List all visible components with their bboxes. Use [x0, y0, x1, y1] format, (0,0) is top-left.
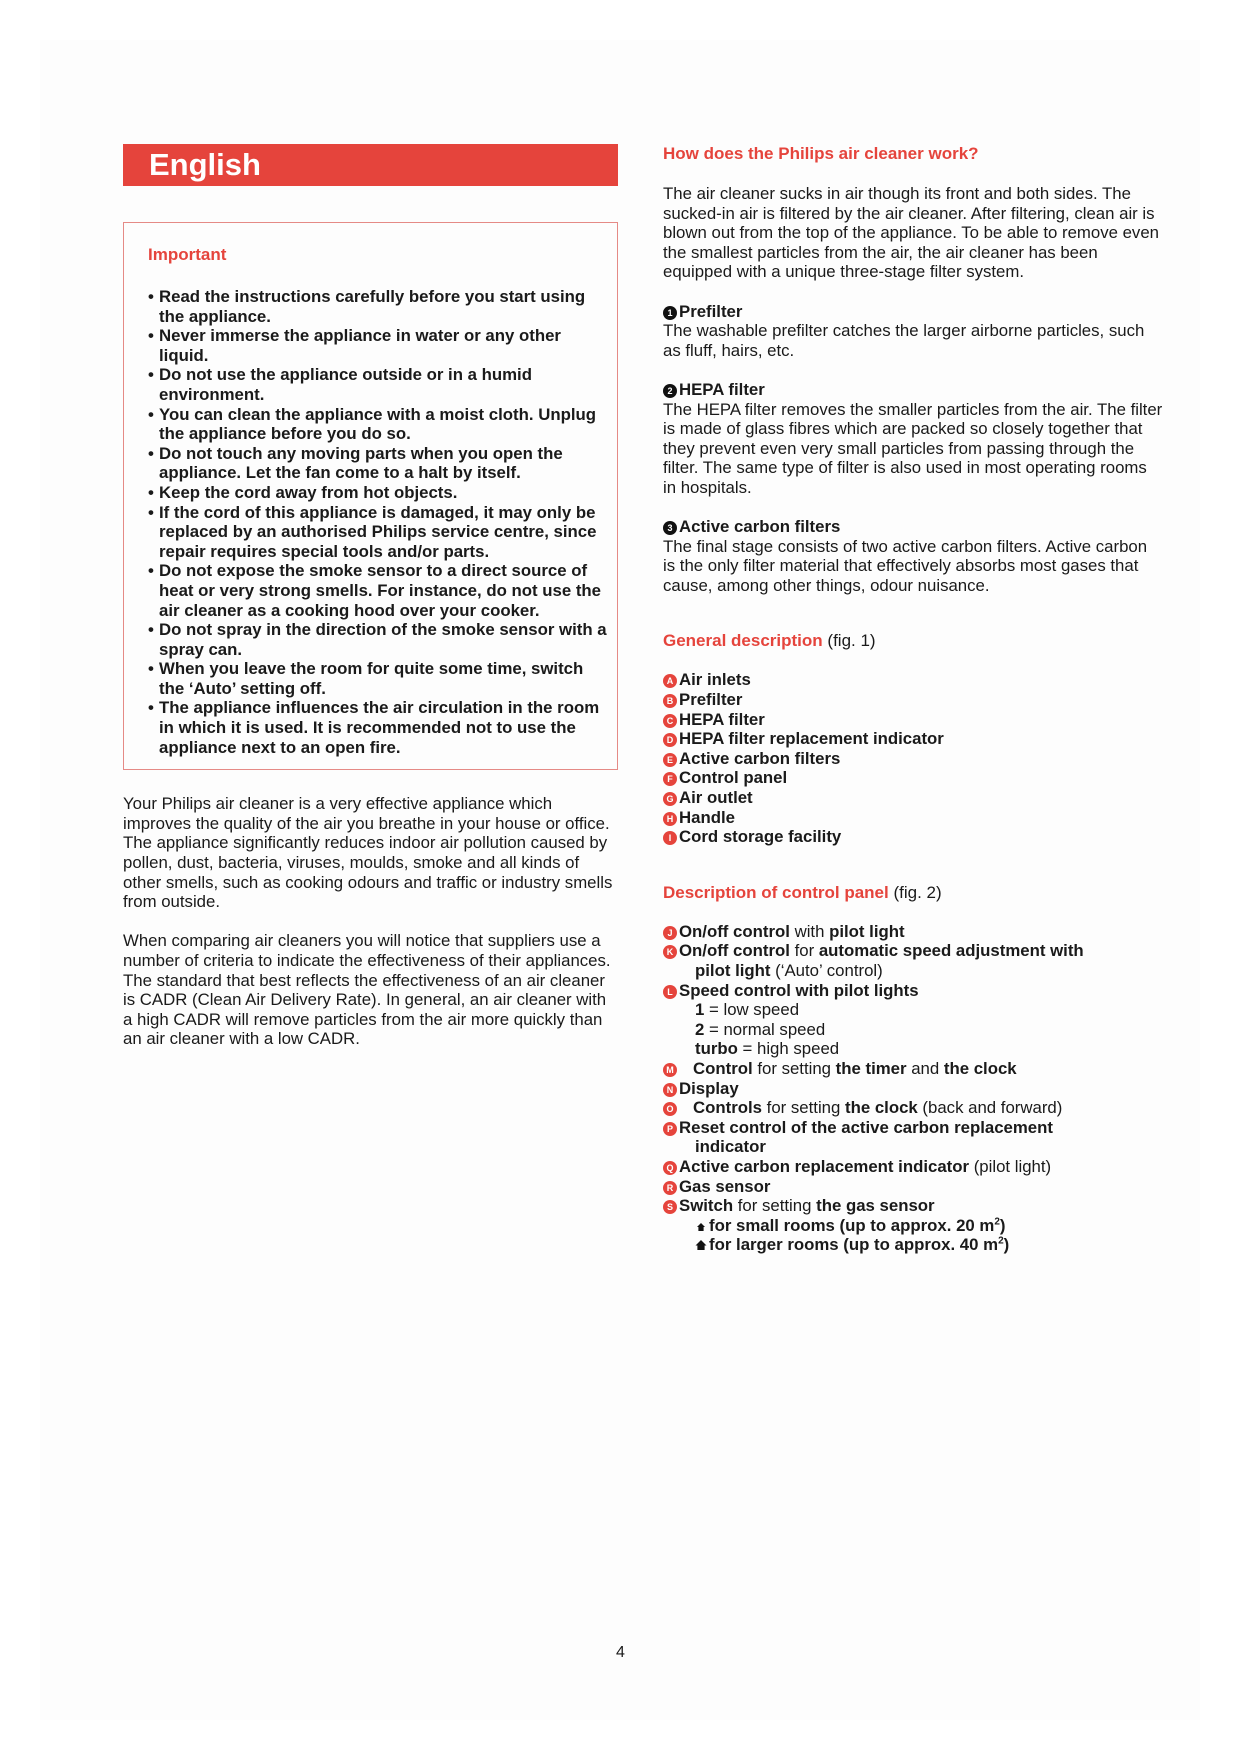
list-item-continued: pilot light (‘Auto’ control) — [695, 961, 883, 980]
speed-option: 1 = low speed — [695, 1000, 800, 1020]
letter-i-icon: I — [663, 831, 677, 845]
list-item: A Air inlets — [663, 670, 1163, 690]
list-item-continued: indicator — [695, 1137, 766, 1157]
number-1-icon: 1 — [663, 306, 677, 320]
letter-n-icon: N — [663, 1083, 677, 1097]
important-list — [148, 287, 607, 757]
number-3-icon: 3 — [663, 521, 677, 535]
list-item: I Cord storage facility — [663, 827, 1163, 847]
control-panel-list — [663, 922, 1163, 1255]
letter-j-icon: J — [663, 926, 677, 940]
important-item: • The appliance influences the air circulation in the room in which it is used. It is recommended not to use the appliance next to an open fire. — [148, 698, 607, 757]
number-2-icon: 2 — [663, 384, 677, 398]
intro-paragraph: When comparing air cleaners you will notice that suppliers use a number of criteria to indicate the effectiveness of their appliances. The standard that best reflects the effectiveness of an air cleaner is CADR (Clean Air Delivery Rate). In general, an air cleaner with a high CADR will remove particles from the air more quickly than an air cleaner with a low CADR. — [123, 931, 611, 1049]
important-item: • Do not spray in the direction of the smoke sensor with a spray can. — [148, 620, 607, 659]
list-item: M Control for setting the timer and the clock — [663, 1059, 1163, 1079]
important-item: • Do not touch any moving parts when you open the appliance. Let the fan come to a halt by itself. — [148, 444, 607, 483]
list-item: C HEPA filter — [663, 710, 1163, 730]
list-item: Q Active carbon replacement indicator (pilot light) — [663, 1157, 1163, 1177]
speed-option: turbo = high speed — [695, 1039, 840, 1059]
small-house-icon — [695, 1220, 707, 1232]
how-it-works-title: How does the Philips air cleaner work? — [663, 144, 979, 163]
filter-block — [663, 517, 1163, 595]
left-column — [123, 144, 618, 1049]
language-header: English — [123, 144, 618, 186]
how-it-works-intro: The air cleaner sucks in air though its front and both sides. The sucked-in air is filtered by the air cleaner. After filtering, clean air is blown out from the top of the appliance. To be able to remove even the smallest particles from the air, the air cleaner has been equipped with a unique three-stage filter system. — [663, 184, 1159, 282]
letter-o-icon: O — [663, 1102, 677, 1116]
figure-reference: (fig. 1) — [827, 631, 876, 651]
list-item: H Handle — [663, 808, 1163, 828]
letter-f-icon: F — [663, 772, 677, 786]
figure-reference: (fig. 2) — [893, 882, 942, 902]
letter-a-icon: A — [663, 674, 677, 688]
important-title: Important — [148, 245, 227, 264]
control-panel-title: Description of control panel (fig. 2) — [663, 882, 942, 902]
list-item: E Active carbon filters — [663, 749, 1163, 769]
speed-option: 2 = normal speed — [695, 1019, 826, 1039]
letter-l-icon: L — [663, 985, 677, 999]
large-house-icon — [695, 1239, 707, 1251]
gas-sensor-small-option: for small rooms (up to approx. 20 $m^2$) — [663, 1216, 1163, 1236]
list-item: L Speed control with pilot lights — [663, 981, 1163, 1001]
intro-text — [123, 794, 618, 1049]
page-number: 4 — [616, 1644, 625, 1661]
filter-text: The washable prefilter catches the larger airborne particles, such as fluff, hairs, etc. — [663, 321, 1145, 360]
filter-title: Active carbon filters — [679, 517, 841, 537]
important-item: • Never immerse the appliance in water or any other liquid. — [148, 326, 607, 365]
list-item: B Prefilter — [663, 690, 1163, 710]
list-item: G Air outlet — [663, 788, 1163, 808]
gas-sensor-large-option: for larger rooms (up to approx. 40 $m^2$) — [663, 1235, 1163, 1255]
important-item: • When you leave the room for quite some time, switch the ‘Auto’ setting off. — [148, 659, 607, 698]
important-item: • Do not expose the smoke sensor to a direct source of heat or very strong smells. For instance, do not use the air cleaner as a cooking hood over your cooker. — [148, 561, 607, 620]
list-item: D HEPA filter replacement indicator — [663, 729, 1163, 749]
filter-text: The final stage consists of two active carbon filters. Active carbon is the only filter material that effectively absorbs most gases that cause, among other things, odour nuisance. — [663, 536, 1148, 595]
list-item: O Controls for setting the clock (back and forward) — [663, 1098, 1163, 1118]
letter-b-icon: B — [663, 694, 677, 708]
filter-block — [663, 380, 1163, 498]
important-item: • Do not use the appliance outside or in a humid environment. — [148, 365, 607, 404]
list-item: R Gas sensor — [663, 1177, 1163, 1197]
letter-d-icon: D — [663, 733, 677, 747]
filter-title: HEPA filter — [679, 379, 765, 399]
list-item: S Switch for setting the gas sensor — [663, 1196, 1163, 1216]
letter-h-icon: H — [663, 812, 677, 826]
letter-p-icon: P — [663, 1122, 677, 1136]
filter-title: Prefilter — [679, 301, 743, 321]
letter-r-icon: R — [663, 1181, 677, 1195]
letter-c-icon: C — [663, 714, 677, 728]
intro-paragraph: Your Philips air cleaner is a very effective appliance which improves the quality of the air you breathe in your house or office. The appliance significantly reduces indoor air pollution caused by pollen, dust, bacteria, viruses, moulds, smoke and all kinds of other smells, such as cooking odours and traffic or industry smells from outside. — [123, 794, 613, 912]
general-description-title: General description (fig. 1) — [663, 631, 876, 651]
letter-m-icon: M — [663, 1063, 677, 1077]
right-column — [663, 144, 1163, 1255]
important-item: • If the cord of this appliance is damaged, it may only be replaced by an authorised Philips service centre, since repair requires special tools and/or parts. — [148, 503, 607, 562]
important-item: • You can clean the appliance with a moist cloth. Unplug the appliance before you do so. — [148, 405, 607, 444]
important-item: • Keep the cord away from hot objects. — [148, 483, 607, 503]
letter-s-icon: S — [663, 1200, 677, 1214]
letter-g-icon: G — [663, 792, 677, 806]
list-item: P Reset control of the active carbon replacement — [663, 1118, 1163, 1138]
filter-block — [663, 302, 1163, 361]
filter-text: The HEPA filter removes the smaller particles from the air. The filter is made of glass fibres which are packed so closely together that they prevent even very small particles from passing through the filter. The same type of filter is also used in most operating rooms in hospitals. — [663, 399, 1163, 497]
important-box — [123, 222, 618, 770]
list-item: N Display — [663, 1079, 1163, 1099]
letter-e-icon: E — [663, 753, 677, 767]
list-item: K On/off control for automatic speed adjustment with — [663, 941, 1163, 961]
list-item: J On/off control with pilot light — [663, 922, 1163, 942]
list-item: F Control panel — [663, 768, 1163, 788]
letter-k-icon: K — [663, 945, 677, 959]
general-description-list — [663, 670, 1163, 846]
letter-q-icon: Q — [663, 1161, 677, 1175]
important-item: • Read the instructions carefully before you start using the appliance. — [148, 287, 607, 326]
